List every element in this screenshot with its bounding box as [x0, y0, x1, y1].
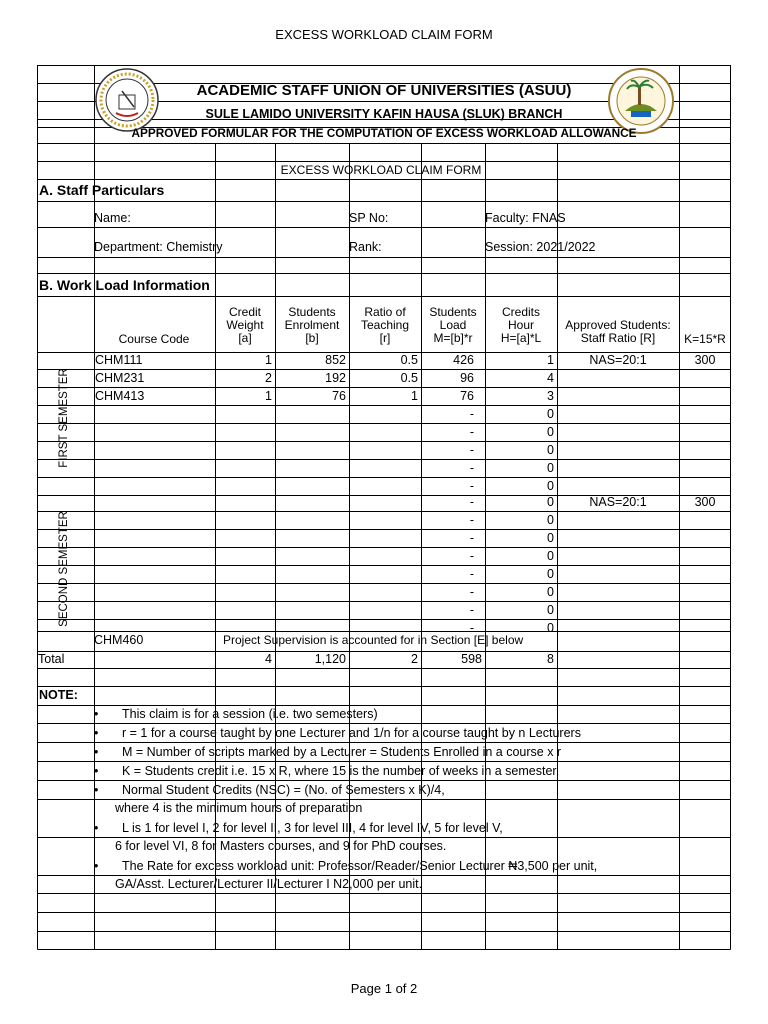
project-note: Project Supervision is accounted for in Section [E] below	[223, 633, 524, 647]
note-text: r = 1 for a course taught by one Lecturer and 1/n for a course taught by n Lecturers	[122, 726, 581, 740]
rank-field: Rank:	[349, 240, 382, 254]
form-title: EXCESS WORKLOAD CLAIM FORM	[280, 163, 482, 177]
col-course-code: Course Code	[118, 332, 190, 346]
col-credit-weight: Credit Weight [a]	[226, 305, 264, 345]
note-text: where 4 is the minimum hours of preparation	[115, 801, 363, 815]
branch-title: SULE LAMIDO UNIVERSITY KAFIN HAUSA (SLUK) BRANCH	[205, 107, 563, 121]
note-text: This claim is for a session (i.e. two semesters)	[122, 707, 378, 721]
total-a: 4	[265, 652, 272, 666]
note-bullet-icon: •	[94, 859, 99, 873]
note-text: GA/Asst. Lecturer/Lecturer II/Lecturer I N2,000 per unit.	[115, 877, 423, 891]
ratio-cell: 0.5	[400, 371, 418, 385]
page-number: Page 1 of 2	[350, 981, 418, 996]
note-text: Normal Student Credits (NSC) = (No. of Semesters x K)/4,	[122, 783, 445, 797]
students-load-cell: -	[469, 443, 474, 457]
total-b: 1,120	[314, 652, 346, 666]
total-h: 8	[547, 652, 554, 666]
note-text: M = Number of scripts marked by a Lecturer = Students Enrolled in a course x r	[122, 745, 562, 759]
students-load-cell: -	[469, 495, 474, 509]
col-credits-hour: Credits Hour H=[a]*L	[500, 305, 542, 345]
credits-hour-cell: 0	[547, 495, 554, 509]
students-load-cell: 76	[460, 389, 474, 403]
asuu-logo-icon	[92, 67, 162, 133]
credits-hour-cell: 0	[547, 407, 554, 421]
ratio-cell: 0.5	[400, 353, 418, 367]
credits-hour-cell: 0	[547, 621, 554, 635]
students-load-cell: -	[469, 461, 474, 475]
students-load-cell: -	[469, 407, 474, 421]
credits-hour-cell: 0	[547, 549, 554, 563]
note-text: L is 1 for level I, 2 for level II, 3 for level III, 4 for level IV, 5 for level V,	[122, 821, 503, 835]
note-bullet-icon: •	[94, 783, 99, 797]
org-title: ACADEMIC STAFF UNION OF UNIVERSITIES (ASUU)	[196, 82, 572, 99]
col-ratio-teaching: Ratio of Teaching [r]	[360, 305, 410, 345]
project-course-code: CHM460	[94, 633, 144, 647]
note-text: 6 for level VI, 8 for Masters courses, and 9 for PhD courses.	[115, 839, 447, 853]
formular-title: APPROVED FORMULAR FOR THE COMPUTATION OF EXCESS WORKLOAD ALLOWANCE	[131, 126, 637, 140]
note-heading: NOTE:	[39, 688, 78, 702]
department-field: Department: Chemistry	[94, 240, 223, 254]
credits-hour-cell: 0	[547, 531, 554, 545]
students-load-cell: -	[469, 513, 474, 527]
credits-hour-cell: 3	[547, 389, 554, 403]
students-load-cell: -	[469, 531, 474, 545]
note-text: K = Students credit i.e. 15 x R, where 15 is the number of weeks in a semester	[122, 764, 557, 778]
students-load-cell: -	[469, 425, 474, 439]
credit-weight-cell: 2	[265, 371, 272, 385]
credits-hour-cell: 0	[547, 479, 554, 493]
students-load-cell: 426	[453, 353, 474, 367]
course-code-cell: CHM231	[95, 371, 145, 385]
session-field: Session: 2021/2022	[485, 240, 596, 254]
total-label: Total	[38, 652, 65, 666]
enrolment-cell: 192	[325, 371, 346, 385]
name-field: Name:	[94, 211, 131, 225]
credits-hour-cell: 0	[547, 585, 554, 599]
credits-hour-cell: 0	[547, 567, 554, 581]
note-text: The Rate for excess workload unit: Professor/Reader/Senior Lecturer ₦3,500 per unit,	[122, 859, 598, 873]
students-load-cell: -	[469, 621, 474, 635]
credits-hour-cell: 4	[547, 371, 554, 385]
credits-hour-cell: 0	[547, 603, 554, 617]
credit-weight-cell: 1	[265, 353, 272, 367]
students-load-cell: -	[469, 585, 474, 599]
note-bullet-icon: •	[94, 764, 99, 778]
note-bullet-icon: •	[94, 821, 99, 835]
ratio-cell: 1	[411, 389, 418, 403]
note-bullet-icon: •	[94, 726, 99, 740]
enrolment-cell: 76	[332, 389, 346, 403]
credit-weight-cell: 1	[265, 389, 272, 403]
students-load-cell: -	[469, 549, 474, 563]
students-load-cell: -	[469, 479, 474, 493]
approved-ratio-cell: NAS=20:1	[589, 353, 647, 367]
k-cell: 300	[694, 495, 716, 509]
faculty-field: Faculty: FNAS	[485, 211, 566, 225]
students-load-cell: 96	[460, 371, 474, 385]
claim-form-grid	[37, 65, 731, 950]
col-k: K=15*R	[684, 332, 726, 346]
col-students-enrolment: Students Enrolment [b]	[284, 305, 340, 345]
total-m: 598	[461, 652, 482, 666]
students-load-cell: -	[469, 603, 474, 617]
section-a-heading: A. Staff Particulars	[39, 182, 165, 198]
k-cell: 300	[694, 353, 716, 367]
credits-hour-cell: 1	[547, 353, 554, 367]
course-code-cell: CHM413	[95, 389, 145, 403]
sp-no-field: SP No:	[349, 211, 389, 225]
credits-hour-cell: 0	[547, 443, 554, 457]
credits-hour-cell: 0	[547, 461, 554, 475]
first-semester-label: FIRST SEMESTER	[58, 368, 70, 468]
sluk-logo-icon	[605, 67, 677, 135]
col-students-load: Students Load M=[b]*r	[429, 305, 477, 345]
course-code-cell: CHM111	[95, 353, 143, 367]
enrolment-cell: 852	[325, 353, 346, 367]
total-r: 2	[411, 652, 418, 666]
col-approved-ratio: Approved Students: Staff Ratio [R]	[565, 318, 671, 345]
students-load-cell: -	[469, 567, 474, 581]
section-b-heading: B. Work Load Information	[39, 277, 210, 293]
second-semester-label: SECOND SEMESTER	[58, 511, 70, 627]
note-bullet-icon: •	[94, 745, 99, 759]
page-title: EXCESS WORKLOAD CLAIM FORM	[275, 27, 493, 42]
credits-hour-cell: 0	[547, 425, 554, 439]
credits-hour-cell: 0	[547, 513, 554, 527]
note-bullet-icon: •	[94, 707, 99, 721]
approved-ratio-cell: NAS=20:1	[589, 495, 647, 509]
